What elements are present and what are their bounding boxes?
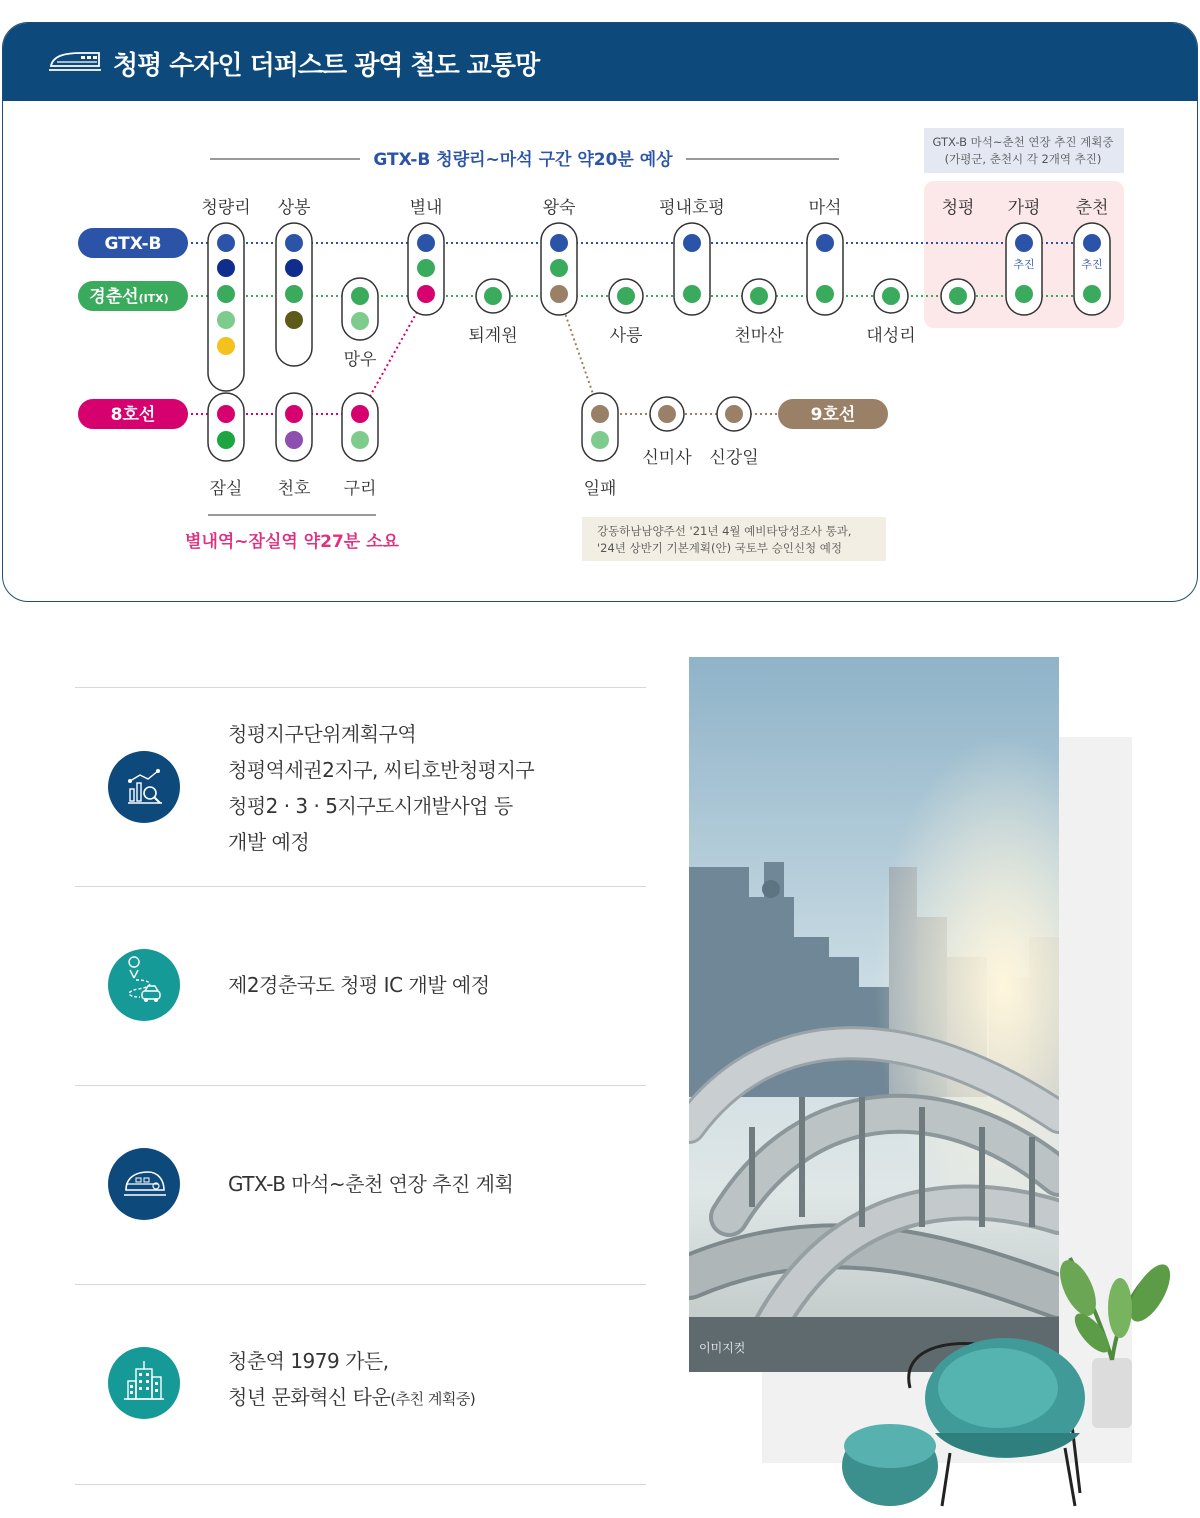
train-icon	[47, 49, 103, 75]
push-tag: 추진	[1081, 258, 1103, 271]
feature-text: 청춘역 1979 가든, 청년 문화혁신 타운(추친 계획중)	[228, 1349, 476, 1409]
station-wangsuk	[541, 223, 577, 315]
station-label: 망우	[343, 350, 377, 370]
station-byeollae	[408, 223, 444, 315]
extension-note-line2: (가평군, 춘천시 각 2개역 추진)	[944, 152, 1102, 166]
station-label: 구리	[343, 479, 377, 499]
furniture-decoration	[830, 1238, 1190, 1518]
station-label: 왕숙	[542, 198, 576, 218]
station-label: 가평	[1007, 198, 1041, 218]
feature-text: 청평지구단위계획구역 청평역세권2지구, 씨티호반청평지구 청평2 · 3 · 5지구도시개발사업 등 개발 예정	[228, 722, 535, 854]
station-label: 마석	[808, 198, 842, 218]
page-title: 청평 수자인 더퍼스트 광역 철도 교통망	[113, 51, 540, 81]
line8-label	[78, 399, 188, 429]
feature-row	[75, 886, 646, 1086]
svg-text:GTX-B: GTX-B	[104, 234, 162, 254]
station-toegyewon	[476, 279, 510, 313]
chart-magnifier-icon	[108, 751, 180, 823]
station-label: 일패	[583, 479, 617, 499]
station-label: 신미사	[642, 448, 692, 468]
station-jamsil	[208, 393, 244, 461]
station-cheongpyeong	[941, 279, 975, 313]
station-sinmisa	[650, 397, 684, 431]
station-label: 평내호평	[659, 198, 725, 218]
station-cheonmasan	[742, 279, 776, 313]
station-sangbong	[276, 223, 312, 366]
push-tag: 추진	[1013, 258, 1035, 271]
station-label: 청량리	[201, 198, 251, 218]
station-daeseongni	[874, 279, 908, 313]
station-label: 신강일	[709, 448, 759, 468]
station-chuncheon	[1074, 223, 1110, 315]
line9-label	[778, 399, 888, 429]
station-sareung	[609, 279, 643, 313]
station-guri	[342, 393, 378, 461]
svg-text:8호선: 8호선	[110, 405, 156, 425]
card-header	[3, 23, 1197, 101]
station-label: 천마산	[734, 326, 784, 346]
station-singangil	[717, 397, 751, 431]
gtx-line-label	[78, 228, 188, 258]
station-label: 사릉	[609, 326, 643, 346]
gtx-caption: GTX-B 청량리~마석 구간 약20분 예상	[373, 150, 673, 170]
lounge-chair-icon	[909, 1338, 1085, 1506]
station-label: 천호	[277, 479, 311, 499]
station-label: 퇴계원	[468, 326, 518, 346]
station-pyeongnaehopyeong	[674, 223, 710, 315]
feature-text: GTX-B 마석~춘천 연장 추진 계획	[228, 1172, 514, 1196]
station-cheonho	[276, 393, 312, 461]
car-route-icon	[108, 949, 180, 1021]
line8-caption: 별내역~잠실역 약27분 소요	[185, 532, 399, 552]
station-mangu	[342, 278, 378, 340]
itx-line-label	[78, 281, 188, 311]
station-label: 춘천	[1075, 198, 1109, 218]
line9-note-line1: 강동하남남양주선 '21년 4월 예비타당성조사 통과,	[597, 524, 852, 538]
buildings-icon	[108, 1347, 180, 1419]
feature-row	[75, 1284, 646, 1485]
feature-text: 제2경춘국도 청평 IC 개발 예정	[228, 973, 490, 997]
station-label: 대성리	[866, 326, 916, 346]
station-label: 상봉	[277, 198, 311, 218]
railway-map-card	[2, 22, 1198, 602]
feature-row	[75, 687, 646, 887]
railway-diagram	[3, 101, 1198, 602]
station-label: 별내	[409, 198, 443, 218]
svg-text:경춘선(ITX): 경춘선(ITX)	[89, 287, 169, 307]
extension-note-line1: GTX-B 마석~춘천 연장 추진 계획중	[932, 135, 1114, 149]
station-ilpae	[582, 393, 618, 461]
photo-label: 이미지컷	[699, 1341, 746, 1355]
station-maseok	[807, 223, 843, 315]
station-cheongnyangni	[208, 223, 244, 391]
svg-text:9호선: 9호선	[810, 405, 856, 425]
train-front-icon	[108, 1148, 180, 1220]
station-label: 잠실	[209, 479, 243, 499]
line9-note-line2: '24년 상반기 기본계획(안) 국토부 승인신청 예정	[597, 541, 843, 555]
station-label: 청평	[941, 198, 975, 218]
station-gapyeong	[1006, 223, 1042, 315]
feature-row	[75, 1085, 646, 1285]
ottoman-icon	[842, 1424, 938, 1506]
